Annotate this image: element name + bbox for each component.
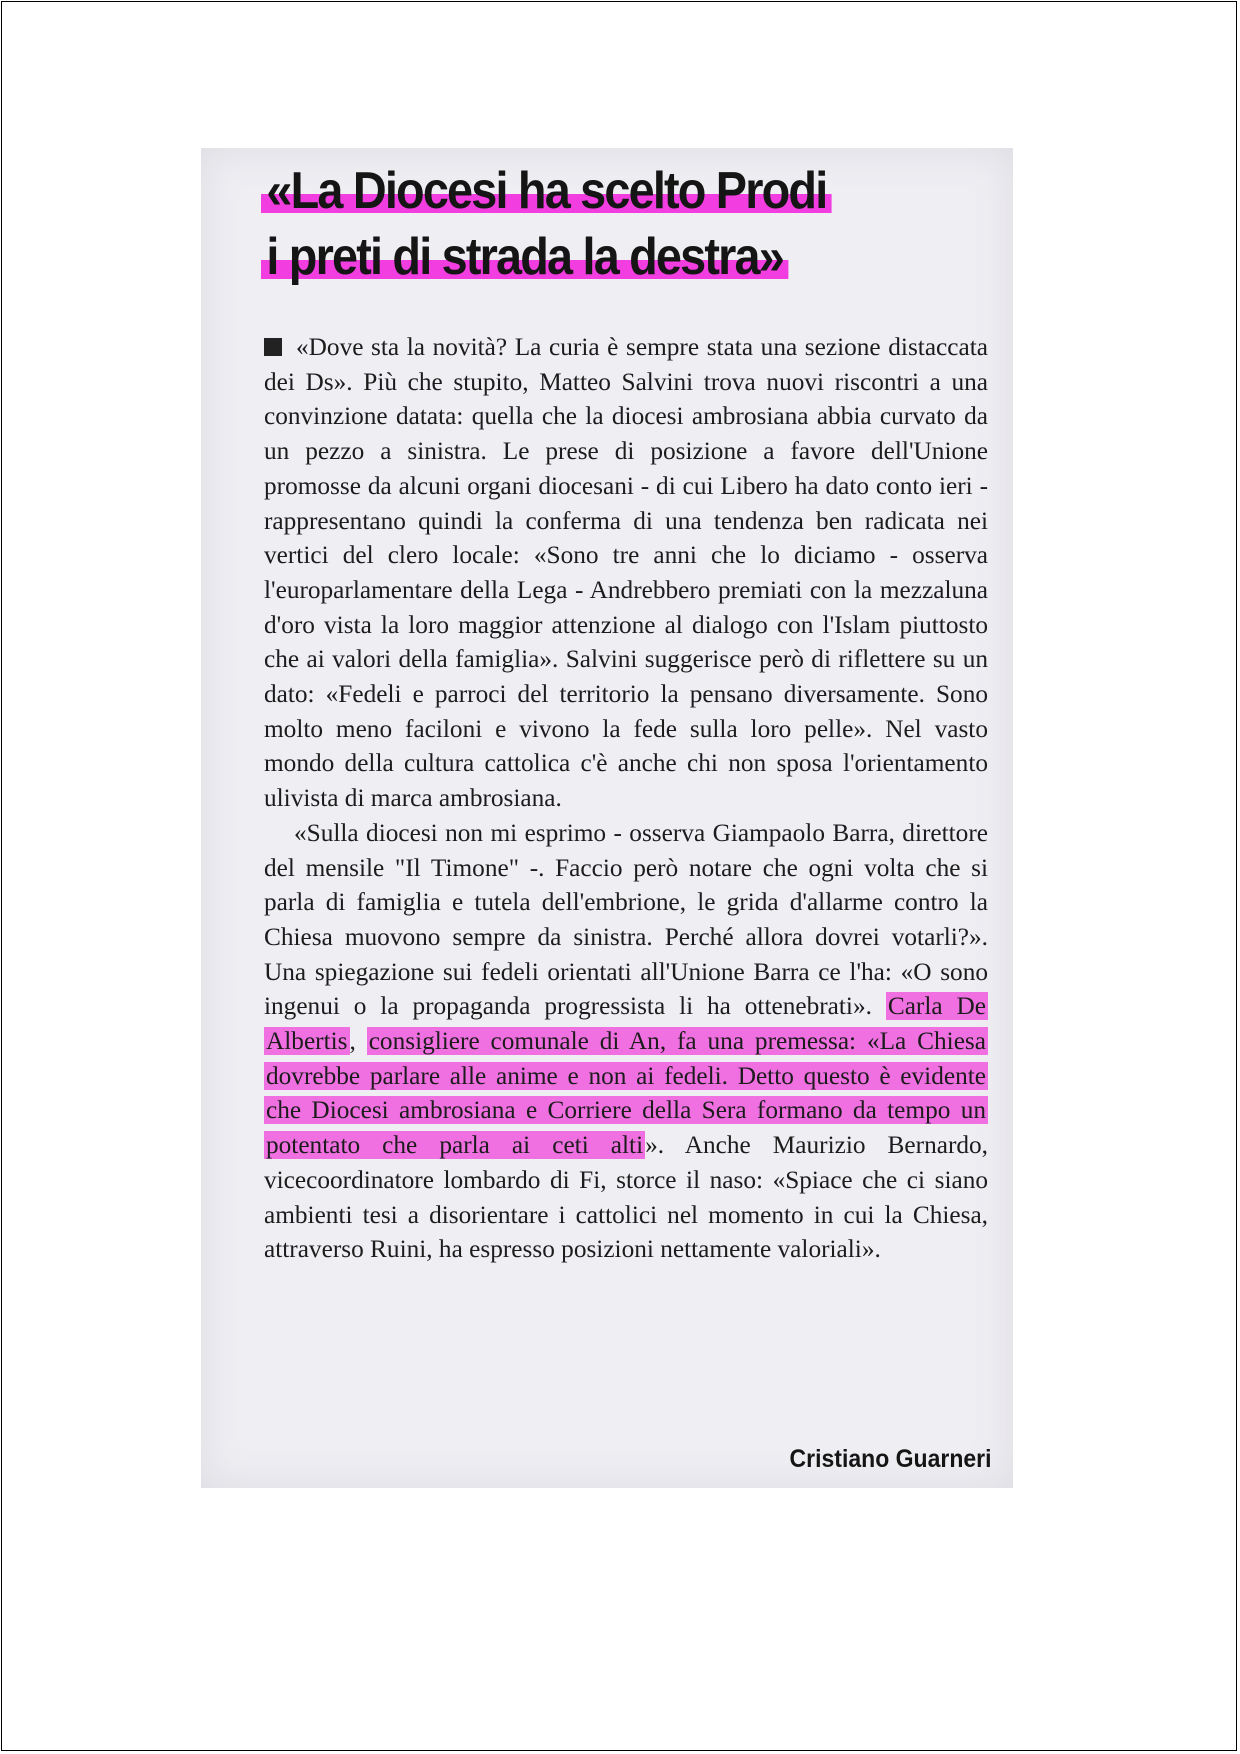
paragraph-2-outro: ». Anche Maurizio Bernardo, vicecoordinatore lombardo di Fi, storce il naso: «Spiace che ci siano ambienti tesi a disorientare i cattolici nel momento in cui la Chiesa, attraverso Ruini, ha espresso posizioni nettamente valoriali».	[264, 1131, 988, 1264]
paragraph-1-text: «Dove sta la novità? La curia è sempre stata una sezione distaccata dei Ds». Più che stupito, Matteo Salvini trova nuovi riscontri a una convinzione datata: quella che la diocesi ambrosiana abbia curvato da un pezzo a sinistra. Le prese di posizione a favore dell'Unione promosse da alcuni organi diocesani - di cui Libero ha dato conto ieri - rappresentano quindi la conferma di una tendenza ben radicata nei vertici del clero locale: «Sono tre anni che lo diciamo - osserva l'europarlamentare della Lega - Andrebbero premiati con la mezzaluna d'oro vista la loro maggior attenzione al dialogo con l'Islam piuttosto che ai valori della famiglia». Salvini suggerisce però di riflettere su un dato: «Fedeli e parroci del territorio la pensano diversamente. Sono molto meno faciloni e vivono la fede sulla loro pelle». Nel vasto mondo della cultura cattolica c'è anche chi non sposa l'orientamento ulivista di marca ambrosiana.	[264, 333, 988, 813]
paragraph-2-intro: «Sulla diocesi non mi esprimo - osserva Giampaolo Barra, direttore del mensile "Il Timone" -. Faccio però notare che ogni volta che si parla di famiglia e tutela dell'embrione, le grida d'allarme contro la Chiesa muovono sempre da sinistra. Perché allora dovrei votarli?». Una spiegazione sui fedeli orientati all'Unione Barra ce l'ha: «O sono ingenui o la propaganda progressista li ha ottenebrati».	[264, 818, 988, 1021]
headline	[261, 158, 927, 290]
byline: Cristiano Guarneri	[789, 1445, 991, 1473]
comma: ,	[349, 1027, 367, 1056]
highlighted-quote: consigliere comunale di An, fa una premessa: «La Chiesa dovrebbe parlare alle anime e non ai fedeli. Detto questo è evidente che Diocesi ambrosiana e Corriere della Sera formano da tempo un potentato che parla ai ceti alti	[266, 1027, 986, 1160]
headline-line-1: «La Diocesi ha scelto Prodi	[261, 162, 832, 220]
article-body	[264, 330, 988, 1267]
highlighted-name: Carla De Albertis	[266, 992, 986, 1056]
paragraph-2	[264, 816, 988, 1267]
square-bullet-icon	[264, 338, 282, 356]
paragraph-1	[264, 330, 988, 816]
headline-line-2: i preti di strada la destra»	[261, 228, 788, 286]
newspaper-clipping	[201, 148, 1013, 1488]
